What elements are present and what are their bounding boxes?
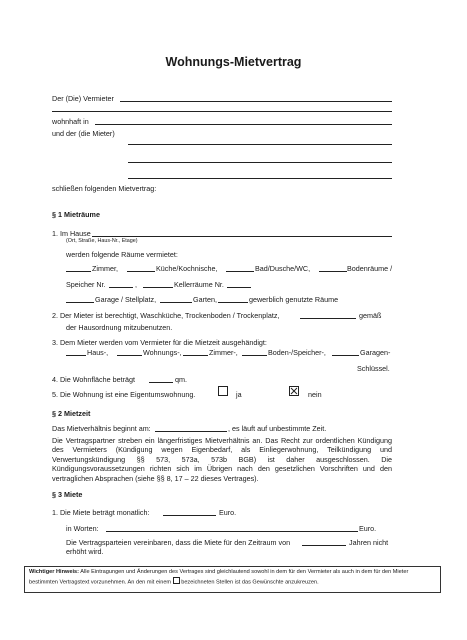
note-text-1: Alle Eintragungen und Änderungen des Vertrages sind gleichlautend sowohl in dem für den Vermieter als auch in dem für den Mieter bestimmten Vertragstext vorzunehmen. An den mit einem <box>29 569 409 586</box>
keys-wohnungs: Wohnungs-, <box>143 348 182 357</box>
section3-heading: § 3 Miete <box>52 490 83 499</box>
rooms-bad: Bad/Dusche/WC, <box>255 264 311 273</box>
gewerblich-field[interactable] <box>218 302 248 303</box>
eigentum-ja-checkbox[interactable] <box>218 386 228 396</box>
note-label: Wichtiger Hinweis: <box>29 569 79 575</box>
item5-text: 5. Die Wohnung ist eine Eigentumswohnung. <box>52 390 196 399</box>
section2-paragraph: Die Vertragspartner streben ein längerfristiges Mietverhältnis an. Das Recht zur ordentlichen Kündigung des Vermieters (Kündigung wegen Eigenbedarf, als Einliegerwohnung, Teilkündigung und Verwertungskündigung §§ 573, 573a, 573b BGB) ist daher ausgeschlossen. Die Kündigungsvoraussetzungen richten sich im Übrigen nach den gesetzlichen Vorschriften und den vertraglichen Absprachen (siehe §§ 8, 17 – 22 dieses Vertrages). <box>52 436 392 483</box>
keys-garagen-field[interactable] <box>332 355 359 356</box>
rooms-speicher: Speicher Nr. <box>66 280 106 289</box>
tenant-field-line2[interactable] <box>128 162 392 163</box>
agreement-cont: erhöht wird. <box>66 547 104 556</box>
keys-haus-field[interactable] <box>66 355 86 356</box>
tenant-label: und der (die Mieter) <box>52 129 115 138</box>
note-text-2: bezeichneten Stellen ist das Gewünschte anzukreuzen. <box>179 579 319 586</box>
keys-wohnungs-field[interactable] <box>117 355 142 356</box>
rent-amount-field[interactable] <box>163 515 216 516</box>
keys-boden-field[interactable] <box>242 355 267 356</box>
rooms-garten: Garten, <box>193 295 217 304</box>
keys-boden: Boden-/Speicher-, <box>268 348 326 357</box>
item5-yes: ja <box>236 390 242 399</box>
address-hint: (Ort, Straße, Haus-Nr., Etage) <box>66 238 138 244</box>
item2-text: 2. Der Mieter ist berechtigt, Waschküche, Trockenboden / Trockenplatz, <box>52 311 280 320</box>
tenant-field-line1[interactable] <box>128 144 392 145</box>
agreement-text: Die Vertragsparteien vereinbaren, dass die Miete für den Zeitraum von <box>66 538 291 547</box>
keller-count-field[interactable] <box>143 287 173 288</box>
residing-field[interactable] <box>95 124 392 125</box>
page-title: Wohnungs-Mietvertrag <box>165 55 302 69</box>
item4-unit: qm. <box>175 375 187 384</box>
residing-label: wohnhaft in <box>52 117 89 126</box>
rooms-comma: , <box>135 280 137 289</box>
garage-count-field[interactable] <box>66 302 94 303</box>
wohnflaeche-field[interactable] <box>149 382 173 383</box>
rent-text: 1. Die Miete beträgt monatlich: <box>52 508 150 517</box>
landlord-field[interactable] <box>120 101 392 102</box>
keys-garagen: Garagen- <box>360 348 391 357</box>
speicher-nr-field[interactable] <box>109 287 133 288</box>
rooms-gewerblich: gewerblich genutzte Räume <box>249 295 339 304</box>
item5-no: nein <box>308 390 322 399</box>
item2-cont: der Hausordnung mitzubenutzen. <box>66 323 173 332</box>
rooms-kueche: Küche/Kochnische, <box>156 264 218 273</box>
rent-unit: Euro. <box>219 508 237 517</box>
keys-schluessel: Schlüssel. <box>357 364 390 373</box>
rooms-keller: Kellerräume Nr. <box>174 280 224 289</box>
keys-zimmer-field[interactable] <box>183 355 208 356</box>
keller-nr-field[interactable] <box>227 287 251 288</box>
item2-gemaess: gemäß <box>359 311 382 320</box>
section2-heading: § 2 Mietzeit <box>52 409 91 418</box>
eigentum-nein-checkbox[interactable] <box>289 386 299 396</box>
section1-heading: § 1 Mieträume <box>52 210 100 219</box>
check-cross-icon <box>290 387 298 395</box>
rooms-zimmer: Zimmer, <box>92 264 118 273</box>
rooms-intro: werden folgende Räume vermietet: <box>66 250 178 259</box>
landlord-label: Der (Die) Vermieter <box>52 94 114 103</box>
item2-field[interactable] <box>300 318 356 319</box>
start-date-field[interactable] <box>155 431 227 432</box>
landlord-field-line2[interactable] <box>52 111 392 112</box>
bad-count-field[interactable] <box>226 271 254 272</box>
kueche-count-field[interactable] <box>127 271 155 272</box>
tenant-field-line3[interactable] <box>128 178 392 179</box>
item1-label: 1. Im Hause <box>52 229 91 238</box>
zimmer-count-field[interactable] <box>66 271 91 272</box>
important-note-box <box>24 566 441 593</box>
words-unit: Euro. <box>359 524 377 533</box>
keys-haus: Haus-, <box>87 348 109 357</box>
boden-count-field[interactable] <box>319 271 347 272</box>
words-label: in Worten: <box>66 524 99 533</box>
rooms-garage: Garage / Stellplatz, <box>95 295 157 304</box>
garten-field[interactable] <box>160 302 192 303</box>
item3-text: 3. Dem Mieter werden vom Vermieter für die Mietzeit ausgehändigt: <box>52 338 267 347</box>
agreement-after: Jahren nicht <box>349 538 389 547</box>
rent-words-field[interactable] <box>106 531 358 532</box>
keys-zimmer: Zimmer-, <box>209 348 238 357</box>
address-field[interactable] <box>92 236 392 237</box>
contract-intro: schließen folgenden Mietvertrag: <box>52 184 157 193</box>
years-field[interactable] <box>302 545 346 546</box>
checkbox-symbol-icon <box>173 577 180 584</box>
rooms-boden: Bodenräume / <box>347 264 393 273</box>
item4-text: 4. Die Wohnfläche beträgt <box>52 375 135 384</box>
start-text: Das Mietverhältnis beginnt am: <box>52 424 151 433</box>
start-text-after: , es läuft auf unbestimmte Zeit. <box>228 424 327 433</box>
